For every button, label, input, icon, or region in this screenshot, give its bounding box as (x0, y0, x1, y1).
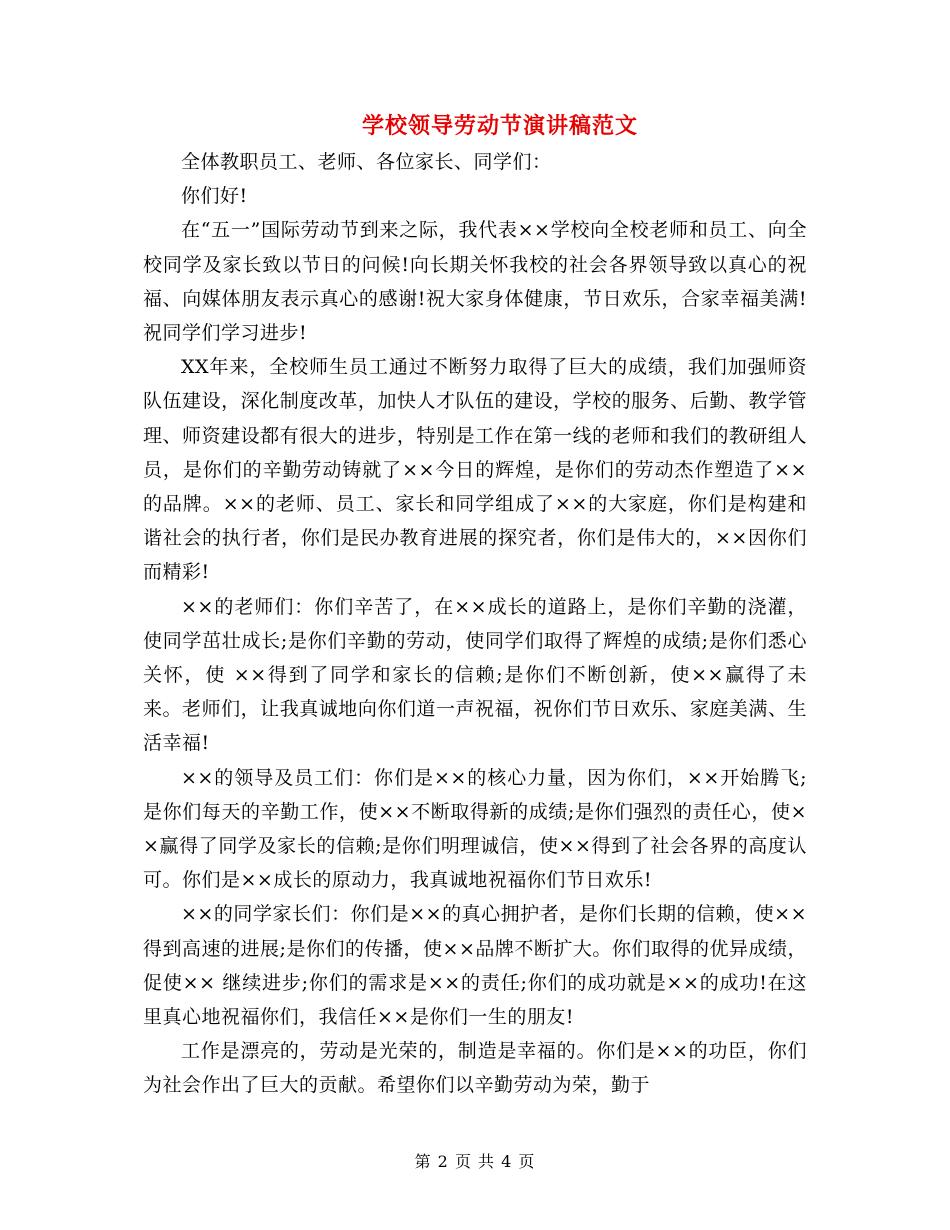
greeting: 你们好! (181, 185, 248, 208)
salutation: 全体教职员工、老师、各位家长、同学们： (181, 151, 552, 173)
paragraph-labor-glory: 工作是漂亮的，劳动是光荣的，制造是幸福的。你们是××的功臣，你们为社会作出了巨大的贡献。希望你们以辛勤劳动为荣，勤于 (143, 1040, 807, 1097)
document-body (143, 145, 807, 1103)
paragraph-students-parents: ××的同学家长们：你们是××的真心拥护者，是你们长期的信赖，使××得到高速的进展;是你们的传播，使××品牌不断扩大。你们取得的优异成绩，促使×× 继续进步;你们的需求是××的责任;你们的成功就是××的成功!在这里真心地祝福你们，我信任××是你们一生的朋友! (143, 903, 807, 1029)
paragraph-leaders-staff: ××的领导及员工们：你们是××的核心力量，因为你们，××开始腾飞;是你们每天的辛勤工作，使××不断取得新的成绩;是你们强烈的责任心，使××赢得了同学及家长的信赖;是你们明理诚信，使××得到了社会各界的高度认可。你们是××成长的原动力，我真诚地祝福你们节日欢乐! (143, 766, 807, 892)
paragraph-teachers: ××的老师们：你们辛苦了，在××成长的道路上，是你们辛勤的浇灌，使同学茁壮成长;是你们辛勤的劳动，使同学们取得了辉煌的成绩;是你们悉心关怀，使 ××得到了同学和家长的信赖;是你们不断创新，使××赢得了未来。老师们，让我真诚地向你们道一声祝福，祝你们节日欢乐、家庭美满、生活幸福! (143, 595, 807, 755)
page-number-footer: 第 2 页 共 4 页 (414, 1152, 536, 1171)
paragraph-holiday-wishes: 在“五一”国际劳动节到来之际，我代表××学校向全校老师和员工、向全校同学及家长致以节日的问候!向长期关怀我校的社会各界领导致以真心的祝福、向媒体朋友表示真心的感谢!祝大家身体健康，节日欢乐，合家幸福美满!祝同学们学习进步! (143, 219, 807, 345)
document-title: 学校领导劳动节演讲稿范文 (361, 113, 638, 139)
paragraph-achievements: XX年来，全校师生员工通过不断努力取得了巨大的成绩，我们加强师资队伍建设，深化制度改革，加快人才队伍的建设，学校的服务、后勤、教学管理、师资建设都有很大的进步，特别是工作在第一线的老师和我们的教研组人员，是你们的辛勤劳动铸就了××今日的辉煌，是你们的劳动杰作塑造了××的品牌。××的老师、员工、家长和同学组成了××的大家庭，你们是构建和谐社会的执行者，你们是民办教育进展的探究者，你们是伟大的，××因你们而精彩! (143, 356, 807, 584)
